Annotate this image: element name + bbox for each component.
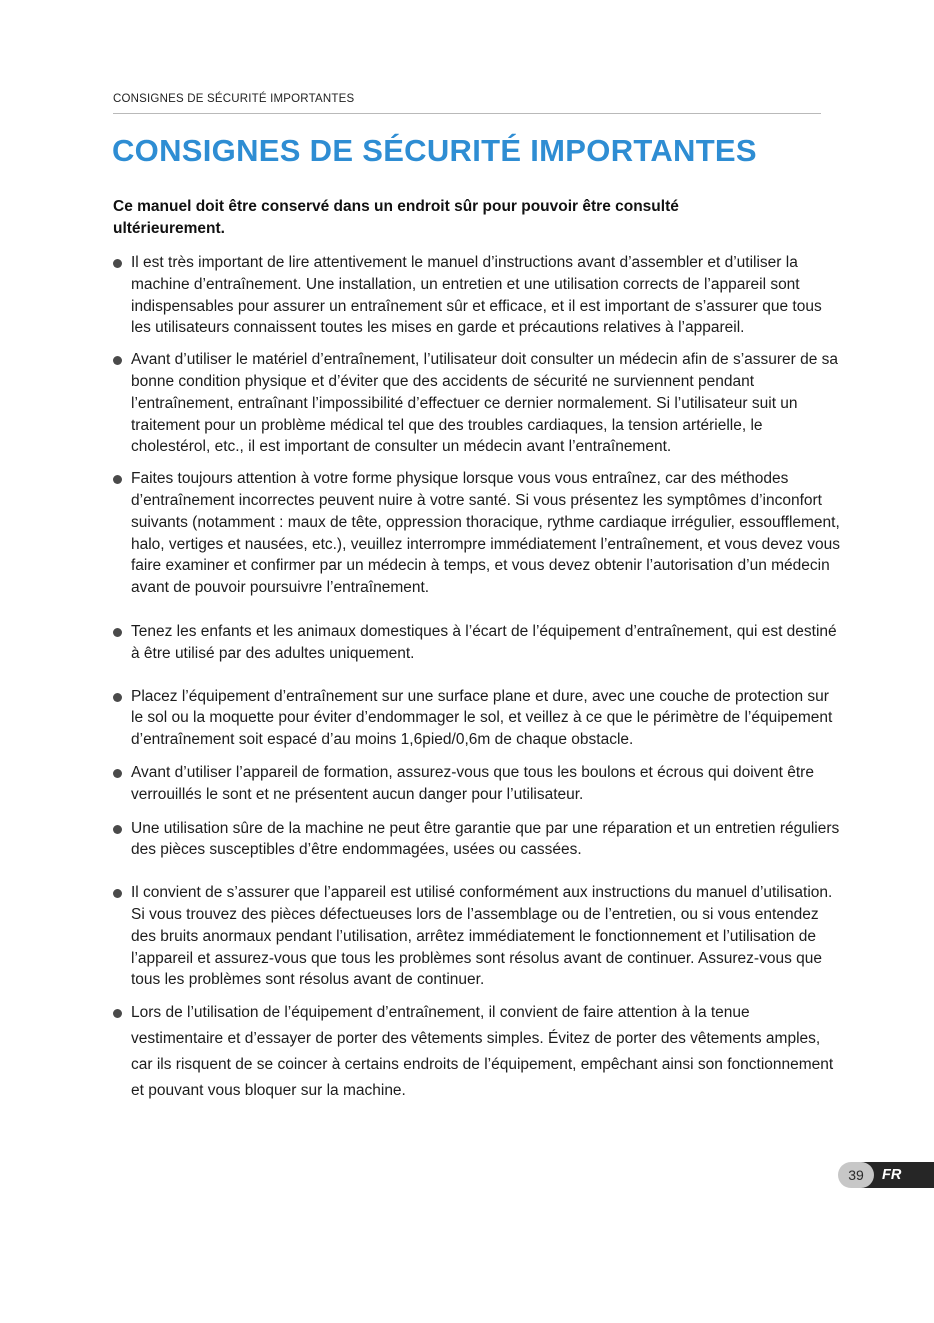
page-number: 39	[838, 1162, 874, 1188]
list-item	[113, 621, 841, 665]
safety-instructions-list	[113, 252, 841, 1104]
list-item	[113, 818, 841, 862]
list-item	[113, 882, 841, 991]
intro-paragraph: Ce manuel doit être conservé dans un endroit sûr pour pouvoir être consulté ultérieurement.	[113, 198, 679, 237]
running-header: CONSIGNES DE SÉCURITÉ IMPORTANTES	[113, 93, 355, 105]
page-title: CONSIGNES DE SÉCURITÉ IMPORTANTES	[112, 133, 757, 168]
list-item-text: Il est très important de lire attentivement le manuel d’instructions avant d’assembler et d’utiliser la machine d’entraînement. Une installation, un entretien et une utilisation corrects de l’appareil sont indispensables pour assurer un entraînement sûr et efficace, et il est important de s’assurer que tous les utilisateurs connaissent toutes les mises en garde et précautions relatives à l’appareil.	[131, 254, 822, 337]
list-item-text: Faites toujours attention à votre forme physique lorsque vous vous entraînez, car des méthodes d’entraînement incorrectes peuvent nuire à votre santé. Si vous présentez les symptômes d’inconfort suivants (notamment : maux de tête, oppression thoracique, rythme cardiaque irrégulier, essoufflement, halo, vertiges et nausées, etc.), veuillez interrompre immédiatement l’entraînement, et vous devez vous faire examiner et confirmer par un médecin à temps, et vous devez obtenir l’autorisation d’un médecin avant de pouvoir poursuivre l’entraînement.	[131, 470, 841, 597]
bullet-icon	[113, 769, 122, 778]
bullet-icon	[113, 825, 122, 834]
list-item-text: Une utilisation sûre de la machine ne peut être garantie que par une réparation et un entretien réguliers des pièces susceptibles d’être endommagées, usées ou cassées.	[131, 819, 840, 859]
bullet-icon	[113, 259, 122, 268]
list-item	[113, 252, 841, 339]
bullet-icon	[113, 1009, 122, 1018]
list-item-text: Avant d’utiliser l’appareil de formation, assurez-vous que tous les boulons et écrous qui doivent être verrouillés le sont et ne présentent aucun danger pour l’utilisateur.	[131, 763, 814, 803]
page-indicator	[838, 1162, 934, 1188]
list-item	[113, 762, 841, 806]
list-item	[113, 686, 841, 751]
list-item-text: Avant d’utiliser le matériel d’entraînement, l’utilisateur doit consulter un médecin afin de s’assurer de sa bonne condition physique et d’éviter que des accidents de sécurité ne surviennent pendant l’entraînement, entraînant l’impossibilité d’effectuer ce dernier normalement. Si l’utilisateur suit un traitement pour un problème médical tel que des troubles cardiaques, la tension artérielle, le cholestérol, etc., il est important de consulter un médecin avant l’entraînement.	[131, 351, 839, 456]
bullet-icon	[113, 356, 122, 365]
language-tab: FR	[856, 1162, 934, 1188]
list-item	[113, 349, 841, 458]
list-item-text: Lors de l’utilisation de l’équipement d’entraînement, il convient de faire attention à la tenue vestimentaire et d’essayer de porter des vêtements simples. Évitez de porter des vêtements amples, car ils risquent de se coincer à certains endroits de l’équipement, empêchant ainsi son fonctionnement et pouvant vous bloquer sur la machine.	[131, 1004, 834, 1100]
bullet-icon	[113, 889, 122, 898]
bullet-icon	[113, 475, 122, 484]
header-divider	[113, 113, 821, 114]
bullet-icon	[113, 628, 122, 637]
list-item-text: Tenez les enfants et les animaux domestiques à l’écart de l’équipement d’entraînement, qui est destiné à être utilisé par des adultes uniquement.	[131, 622, 837, 662]
list-item	[113, 468, 841, 599]
list-item-text: Placez l’équipement d’entraînement sur une surface plane et dure, avec une couche de protection sur le sol ou la moquette pour éviter d’endommager le sol, et veillez à ce que le périmètre de l’équipement d’entraînement soit espacé d’au moins 1,6pied/0,6m de chaque obstacle.	[131, 687, 833, 749]
list-item	[113, 1000, 841, 1104]
bullet-icon	[113, 693, 122, 702]
list-item-text: Il convient de s’assurer que l’appareil est utilisé conformément aux instructions du manuel d’utilisation. Si vous trouvez des pièces défectueuses lors de l’assemblage ou de l’entretien, ou si vous entendez des bruits anormaux pendant l’utilisation, arrêtez immédiatement le fonctionnement et l’utilisation de l’appareil et assurez-vous que tous les problèmes sont résolus avant de continuer. Assurez-vous que tous les problèmes sont résolus avant de continuer.	[131, 884, 833, 989]
